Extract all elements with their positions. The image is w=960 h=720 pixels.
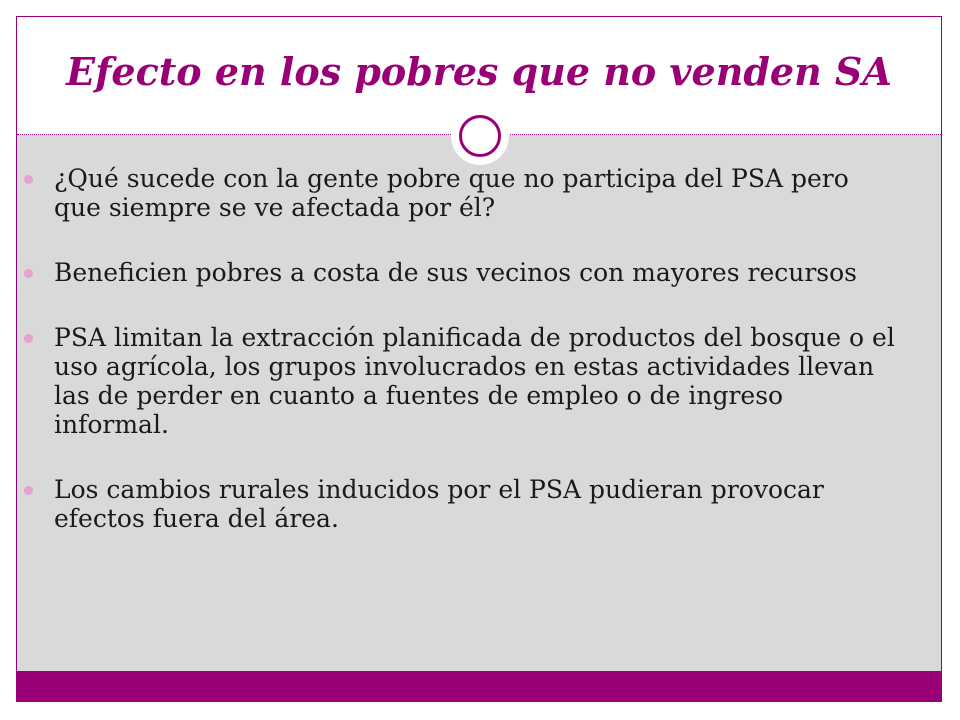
- bullet-dot-icon: [24, 334, 33, 343]
- bullet-dot-icon: [24, 269, 33, 278]
- bullet-dot-icon: [24, 175, 33, 184]
- bullet-item: [20, 475, 900, 533]
- bullet-text: Beneficien pobres a costa de sus vecinos con mayores recursos: [54, 258, 858, 287]
- ring-icon: [451, 107, 509, 165]
- bullet-text: PSA limitan la extracción planificada de productos del bosque o el uso agrícola, los grupos involucrados en estas actividades llevan las de perder en cuanto a fuentes de empleo o de ingreso informal.: [54, 323, 895, 439]
- bullet-dot-icon: [24, 486, 33, 495]
- bullet-list: [20, 164, 900, 569]
- bullet-item: [20, 323, 900, 439]
- bullet-item: [20, 164, 900, 222]
- bottom-accent-bar: [17, 671, 941, 702]
- slide-title: Efecto en los pobres que no venden SA: [66, 49, 892, 94]
- bullet-text: ¿Qué sucede con la gente pobre que no participa del PSA pero que siempre se ve afectada por él?: [54, 164, 849, 222]
- bullet-text: Los cambios rurales inducidos por el PSA pudieran provocar efectos fuera del área.: [54, 475, 824, 533]
- bullet-item: [20, 258, 900, 287]
